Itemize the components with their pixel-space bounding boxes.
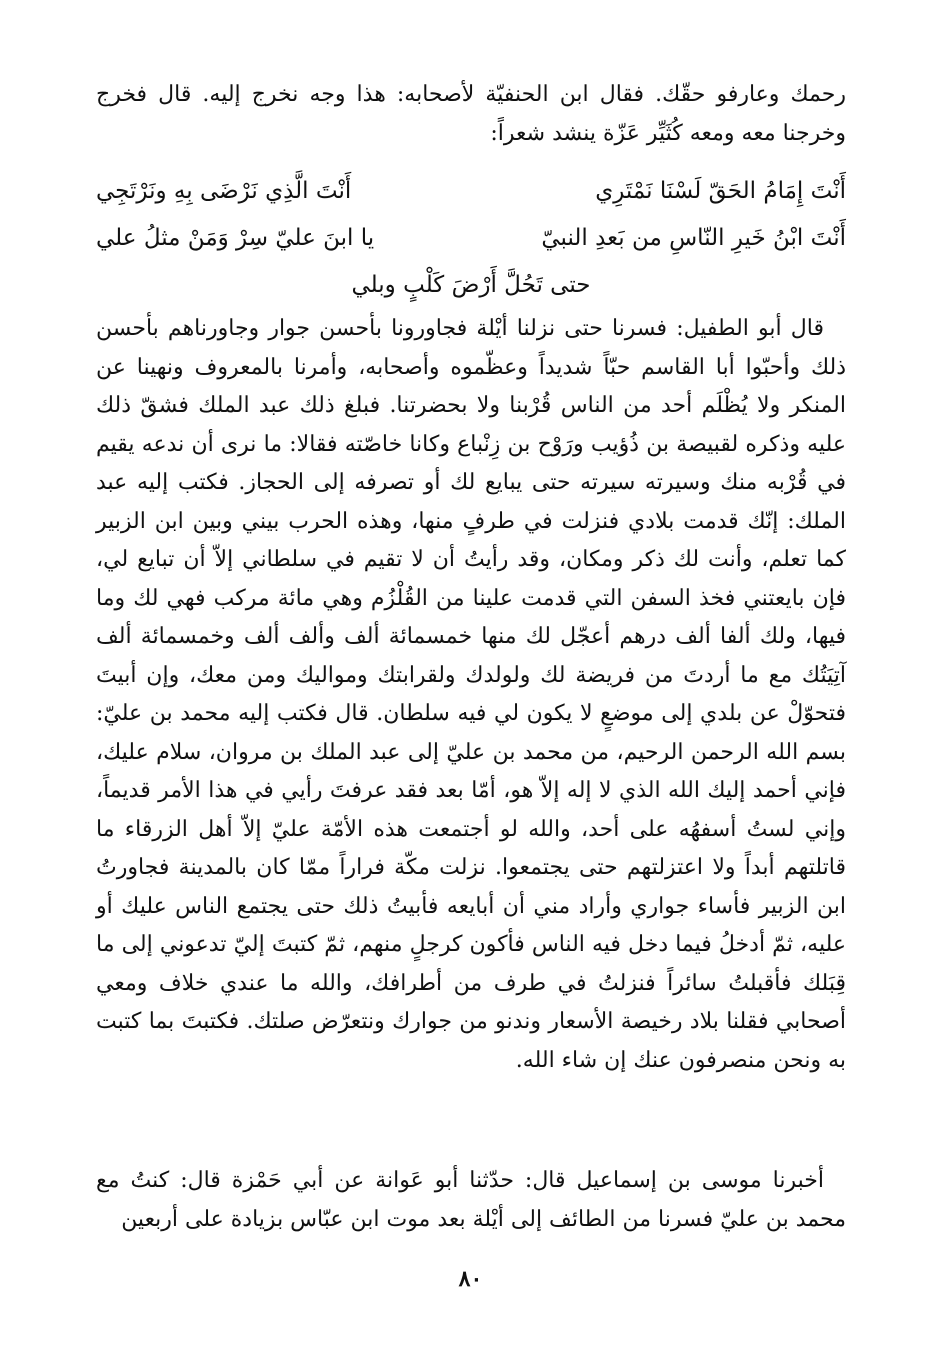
poem — [96, 168, 846, 309]
verse-2-first-hemistich: أَنْتَ ابْنُ خَيرِ النّاسِ من بَعدِ النبيّ — [541, 225, 846, 251]
page-number: ٨٠ — [458, 1266, 483, 1292]
final-paragraph: أخبرنا موسى بن إسماعيل قال: حدّثنا أبو عَوانة عن أبي حَمْزة قال: كنتُ مع محمد بن عليّ فسرنا من الطائف إلى أيْلة بعد موت ابن عبّاس بزيادة على أربعين — [96, 1168, 846, 1232]
intro-paragraph: رحمك وعارفو حقّك. فقال ابن الحنفيّة لأصحابه: هذا وجه نخرج إليه. قال فخرج وخرجنا معه ومعه كُثَيِّر عَزّة ينشد شعراً: — [96, 82, 846, 146]
poem-verse-1 — [96, 168, 846, 215]
verse-1-first-hemistich: أَنْتَ إِمَامُ الحَقّ لَسْنَا نَمْتَرِي — [595, 178, 846, 204]
verse-2-second-hemistich: يا ابنَ عليّ سِرْ وَمَنْ مثلُ علي — [96, 225, 375, 251]
poem-verse-3: حتى تَحُلَّ أَرْضَ كَلْبٍ وبلي — [351, 272, 591, 298]
main-paragraph: قال أبو الطفيل: فسرنا حتى نزلنا أيْلة فجاورونا بأحسن جوار وجاورناهم بأحسن ذلك وأحبّوا أبا القاسم حبّاً شديداً وعظّموه وأصحابه، وأمرنا بالمعروف ونهينا عن المنكر ولا يُظْلَم أحد من الناس قُرْبنا ولا بحضرتنا. فبلغ ذلك عبد الملك فشقّ ذلك عليه وذكره لقبيصة بن ذُؤيب ورَوْح بن زِنْباع وكانا خاصّته فقالا: ما نرى أن ندعه يقيم في قُرْبه منك وسيرته سيرته حتى يبايع لك أو تصرفه إلى الحجاز. فكتب إليه عبد الملك: إنّك قدمت بلادي فنزلت في طرفٍ منها، وهذه الحرب بيني وبين ابن الزبير كما تعلم، وأنت لك ذكر ومكان، وقد رأيتُ أن لا تقيم في سلطاني إلاّ أن تبايع لي، فإن بايعتني فخذ السفن التي قدمت علينا من القُلْزُم وهي مائة مركب فهي لك وما فيها، ولك ألفا ألف درهم أعجّل لك منها خمسمائة ألف وألف ألف وخمسمائة ألف آتِيَتُك مع ما أردتَ من فريضة لك ولولدك ولقرابتك ومواليك ومن معك، وإن أبيتَ فتحوّلْ عن بلدي إلى موضعٍ لا يكون لي فيه سلطان. قال فكتب إليه محمد بن عليّ: بسم الله الرحمن الرحيم، من محمد بن عليّ إلى عبد الملك بن مروان، سلام عليك، فإني أحمد إليك الله الذي لا إله إلاّ هو، أمّا بعد فقد عرفتَ رأيي في هذا الأمر قديماً، وإني لستُ أسفهُه على أحد، والله لو أجتمعت هذه الأمّة عليّ إلاّ أهل الزرقاء ما قاتلتهم أبداً ولا اعتزلتهم حتى يجتمعوا. نزلت مكّة فراراً ممّا كان بالمدينة فجاورتُ ابن الزبير فأساء جواري وأراد مني أن أبايعه فأبيتُ ذلك حتى يجتمع الناس عليك أو عليه، ثمّ أدخلُ فيما دخل فيه الناس فأكون كرجلٍ منهم، ثمّ كتبتَ إليّ تدعوني إلى ما قِبَلك فأقبلتُ سائراً فنزلتُ في طرف من أطرافك، والله ما عندي خلاف ومعي أصحابي فقلنا بلاد رخيصة الأسعار وندنو من جوارك ونتعرّض صلتك. فكتبتَ بما كتبت به ونحن منصرفون عنك إن شاء الله. — [96, 316, 846, 1073]
verse-1-second-hemistich: أَنْتَ الَّذِي نَرْضَى بِهِ ونَرْتَجِي — [96, 178, 352, 204]
poem-verse-2 — [96, 215, 846, 262]
